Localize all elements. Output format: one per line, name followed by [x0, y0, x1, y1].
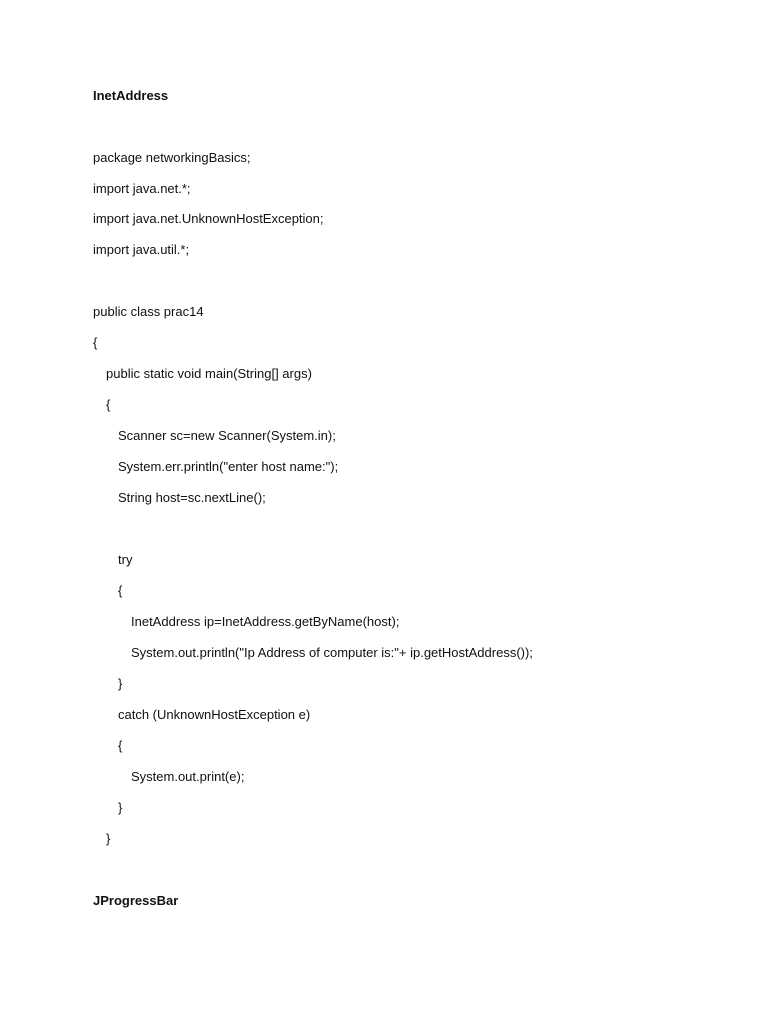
code-line: { [118, 583, 123, 598]
code-line: public class prac14 [93, 304, 204, 319]
code-line: catch (UnknownHostException e) [118, 707, 311, 722]
code-line: package networkingBasics; [93, 150, 251, 165]
code-line: import java.net.*; [93, 181, 191, 196]
code-line: { [106, 397, 111, 412]
code-line: try [118, 552, 133, 567]
code-line: { [118, 738, 123, 753]
code-line: InetAddress ip=InetAddress.getByName(host); [131, 614, 400, 629]
heading-jprogressbar: JProgressBar [93, 893, 179, 908]
code-line: } [118, 676, 123, 691]
heading-inetaddress: InetAddress [93, 88, 169, 103]
code-line: System.out.println("Ip Address of computer is:"+ ip.getHostAddress()); [131, 645, 533, 660]
code-line: } [118, 800, 123, 815]
code-line: System.err.println("enter host name:"); [118, 459, 339, 474]
code-line: { [93, 335, 98, 350]
code-line: System.out.print(e); [131, 769, 245, 784]
code-line: Scanner sc=new Scanner(System.in); [118, 428, 336, 443]
code-line: public static void main(String[] args) [106, 366, 312, 381]
code-line: import java.net.UnknownHostException; [93, 211, 324, 226]
code-line: String host=sc.nextLine(); [118, 490, 266, 505]
code-line: import java.util.*; [93, 242, 190, 257]
code-line: } [106, 831, 111, 846]
